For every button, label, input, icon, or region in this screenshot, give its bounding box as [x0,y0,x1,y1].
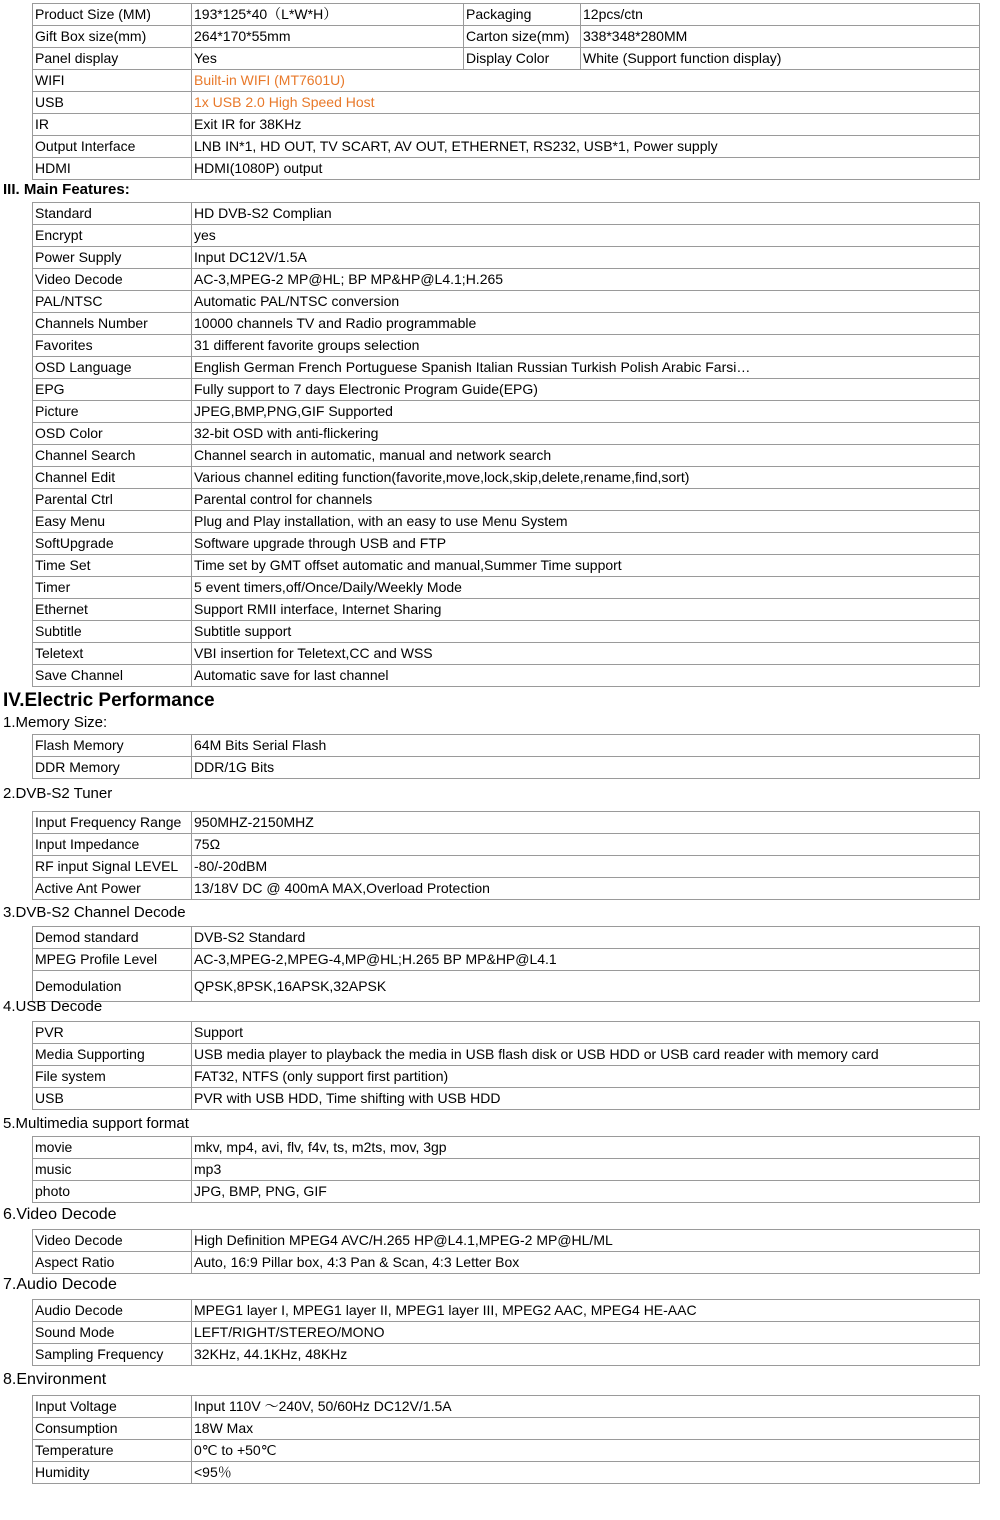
table-row [33,4,980,26]
spec-label: Panel display [33,48,192,70]
spec-value: Time set by GMT offset automatic and manual,Summer Time support [192,555,980,577]
spec-label: Demodulation [33,971,192,1002]
spec-value: Channel search in automatic, manual and network search [192,445,980,467]
spec-value: 0℃ to +50℃ [192,1440,980,1462]
table-row [33,878,980,900]
spec-value: LNB IN*1, HD OUT, TV SCART, AV OUT, ETHERNET, RS232, USB*1, Power supply [192,136,980,158]
spec-label: Subtitle [33,621,192,643]
spec-value: Parental control for channels [192,489,980,511]
spec-value: 193*125*40（L*W*H） [192,4,464,26]
section-heading-main-features: III. Main Features: [3,181,130,198]
table-row [33,1137,980,1159]
spec-label: Video Decode [33,269,192,291]
table-row [33,1396,980,1418]
spec-label: HDMI [33,158,192,180]
spec-value: Automatic PAL/NTSC conversion [192,291,980,313]
spec-label: Active Ant Power [33,878,192,900]
spec-value-highlight: 1x USB 2.0 High Speed Host [192,92,980,114]
spec-value: Fully support to 7 days Electronic Program Guide(EPG) [192,379,980,401]
spec-label: Ethernet [33,599,192,621]
spec-value: Auto, 16:9 Pillar box, 4:3 Pan & Scan, 4:3 Letter Box [192,1252,980,1274]
table-row [33,812,980,834]
spec-value: 31 different favorite groups selection [192,335,980,357]
spec-value: JPG, BMP, PNG, GIF [192,1181,980,1203]
spec-value: yes [192,225,980,247]
spec-label: Timer [33,577,192,599]
spec-label: EPG [33,379,192,401]
spec-value: Subtitle support [192,621,980,643]
table-row [33,1159,980,1181]
spec-label: Power Supply [33,247,192,269]
multimedia-table [32,1136,980,1203]
spec-label: PVR [33,1022,192,1044]
table-row [33,665,980,687]
spec-label: Standard [33,203,192,225]
table-row [33,291,980,313]
table-row [33,757,980,779]
table-row [33,834,980,856]
spec-value: 32-bit OSD with anti-flickering [192,423,980,445]
table-row [33,927,980,949]
spec-value: Input 110V ～240V, 50/60Hz DC12V/1.5A [192,1396,980,1418]
spec-value: High Definition MPEG4 AVC/H.265 HP@L4.1,MPEG-2 MP@HL/ML [192,1230,980,1252]
spec-value: <95％ [192,1462,980,1484]
table-row [33,511,980,533]
spec-value: FAT32, NTFS (only support first partition) [192,1066,980,1088]
table-row [33,70,980,92]
table-row [33,92,980,114]
table-row [33,1022,980,1044]
spec-value: mp3 [192,1159,980,1181]
spec-label: OSD Color [33,423,192,445]
spec-value: JPEG,BMP,PNG,GIF Supported [192,401,980,423]
spec-label: Consumption [33,1418,192,1440]
table-row [33,136,980,158]
table-row [33,26,980,48]
spec-value: DDR/1G Bits [192,757,980,779]
table-row [33,357,980,379]
spec-value: Support [192,1022,980,1044]
spec-label: Humidity [33,1462,192,1484]
subsection-heading-audio-decode: 7.Audio Decode [3,1276,117,1293]
table-row [33,335,980,357]
subsection-heading-tuner: 2.DVB-S2 Tuner [3,785,113,802]
spec-value: Yes [192,48,464,70]
table-row [33,1230,980,1252]
table-row [33,225,980,247]
table-row [33,555,980,577]
table-row [33,247,980,269]
spec-label: Aspect Ratio [33,1252,192,1274]
environment-table [32,1395,980,1484]
spec-value-highlight: Built-in WIFI (MT7601U) [192,70,980,92]
table-row [33,489,980,511]
main-features-table [32,202,980,687]
spec-value: 13/18V DC @ 400mA MAX,Overload Protection [192,878,980,900]
spec-label: movie [33,1137,192,1159]
table-row [33,643,980,665]
spec-label: Time Set [33,555,192,577]
spec-value: 18W Max [192,1418,980,1440]
spec-value: 75Ω [192,834,980,856]
spec-label: photo [33,1181,192,1203]
spec-label: Packaging [464,4,581,26]
spec-label: Gift Box size(mm) [33,26,192,48]
spec-label: Audio Decode [33,1300,192,1322]
spec-label: Temperature [33,1440,192,1462]
spec-label: Input Voltage [33,1396,192,1418]
table-row [33,445,980,467]
table-row [33,1044,980,1066]
spec-label: music [33,1159,192,1181]
general-spec-table [32,3,980,180]
spec-label: MPEG Profile Level [33,949,192,971]
table-row [33,1300,980,1322]
spec-value: PVR with USB HDD, Time shifting with USB HDD [192,1088,980,1110]
table-row [33,379,980,401]
spec-value: 12pcs/ctn [581,4,980,26]
table-row [33,1462,980,1484]
spec-value: White (Support function display) [581,48,980,70]
spec-value: 10000 channels TV and Radio programmable [192,313,980,335]
spec-label: USB [33,1088,192,1110]
spec-label: USB [33,92,192,114]
spec-value: QPSK,8PSK,16APSK,32APSK [192,971,980,1002]
table-row [33,203,980,225]
spec-label: Sound Mode [33,1322,192,1344]
usb-decode-table [32,1021,980,1110]
table-row [33,577,980,599]
spec-value: AC-3,MPEG-2,MPEG-4,MP@HL;H.265 BP MP&HP@L4.1 [192,949,980,971]
spec-label: Input Frequency Range [33,812,192,834]
table-row [33,1440,980,1462]
subsection-heading-channel-decode: 3.DVB-S2 Channel Decode [3,904,186,921]
table-row [33,1088,980,1110]
spec-label: Favorites [33,335,192,357]
spec-value: Exit IR for 38KHz [192,114,980,136]
table-row [33,735,980,757]
spec-value: Plug and Play installation, with an easy to use Menu System [192,511,980,533]
table-row [33,158,980,180]
table-row [33,1322,980,1344]
spec-value: USB media player to playback the media in USB flash disk or USB HDD or USB card reader with memory card [192,1044,980,1066]
video-decode-table [32,1229,980,1274]
subsection-heading-memory: 1.Memory Size: [3,714,108,731]
spec-value: English German French Portuguese Spanish Italian Russian Turkish Polish Arabic Farsi… [192,357,980,379]
channel-decode-table [32,926,980,1002]
spec-value: Automatic save for last channel [192,665,980,687]
spec-label: Channel Edit [33,467,192,489]
spec-label: WIFI [33,70,192,92]
spec-value: Various channel editing function(favorite,move,lock,skip,delete,rename,find,sort) [192,467,980,489]
table-row [33,599,980,621]
spec-value: mkv, mp4, avi, flv, f4v, ts, m2ts, mov, 3gp [192,1137,980,1159]
spec-label: Demod standard [33,927,192,949]
subsection-heading-usb-decode: 4.USB Decode [3,998,103,1015]
spec-value: 5 event timers,off/Once/Daily/Weekly Mode [192,577,980,599]
spec-label: Flash Memory [33,735,192,757]
spec-value: DVB-S2 Standard [192,927,980,949]
table-row [33,114,980,136]
spec-value: VBI insertion for Teletext,CC and WSS [192,643,980,665]
table-row [33,971,980,1002]
subsection-heading-multimedia: 5.Multimedia support format [3,1115,189,1132]
spec-value: 264*170*55mm [192,26,464,48]
tuner-table [32,811,980,900]
spec-value: HD DVB-S2 Complian [192,203,980,225]
table-row [33,1252,980,1274]
spec-label: Easy Menu [33,511,192,533]
spec-label: Teletext [33,643,192,665]
table-row [33,1181,980,1203]
spec-label: RF input Signal LEVEL [33,856,192,878]
table-row [33,856,980,878]
spec-label: Output Interface [33,136,192,158]
spec-value: Support RMII interface, Internet Sharing [192,599,980,621]
spec-label: Channel Search [33,445,192,467]
spec-label: Input Impedance [33,834,192,856]
memory-table [32,734,980,779]
table-row [33,1418,980,1440]
spec-label: Parental Ctrl [33,489,192,511]
spec-value: 32KHz, 44.1KHz, 48KHz [192,1344,980,1366]
spec-value: 338*348*280MM [581,26,980,48]
table-row [33,269,980,291]
spec-value: HDMI(1080P) output [192,158,980,180]
section-heading-electric: IV.Electric Performance [3,690,215,711]
spec-label: SoftUpgrade [33,533,192,555]
spec-label: Encrypt [33,225,192,247]
table-row [33,423,980,445]
table-row [33,313,980,335]
spec-value: -80/-20dBM [192,856,980,878]
spec-label: Channels Number [33,313,192,335]
table-row [33,1066,980,1088]
spec-label: Picture [33,401,192,423]
spec-label: Carton size(mm) [464,26,581,48]
table-row [33,1344,980,1366]
spec-label: Display Color [464,48,581,70]
spec-label: IR [33,114,192,136]
spec-value: MPEG1 layer I, MPEG1 layer II, MPEG1 layer III, MPEG2 AAC, MPEG4 HE-AAC [192,1300,980,1322]
spec-label: Product Size (MM) [33,4,192,26]
spec-label: Save Channel [33,665,192,687]
table-row [33,621,980,643]
spec-label: Video Decode [33,1230,192,1252]
table-row [33,467,980,489]
table-row [33,533,980,555]
table-row [33,48,980,70]
spec-label: Sampling Frequency [33,1344,192,1366]
spec-label: Media Supporting [33,1044,192,1066]
spec-label: DDR Memory [33,757,192,779]
table-row [33,949,980,971]
spec-label: PAL/NTSC [33,291,192,313]
spec-label: File system [33,1066,192,1088]
subsection-heading-environment: 8.Environment [3,1371,107,1388]
spec-value: 950MHZ-2150MHZ [192,812,980,834]
audio-decode-table [32,1299,980,1366]
table-row [33,401,980,423]
spec-value: Input DC12V/1.5A [192,247,980,269]
spec-value: LEFT/RIGHT/STEREO/MONO [192,1322,980,1344]
spec-value: Software upgrade through USB and FTP [192,533,980,555]
spec-value: AC-3,MPEG-2 MP@HL; BP MP&HP@L4.1;H.265 [192,269,980,291]
spec-label: OSD Language [33,357,192,379]
subsection-heading-video-decode: 6.Video Decode [3,1206,117,1223]
spec-value: 64M Bits Serial Flash [192,735,980,757]
